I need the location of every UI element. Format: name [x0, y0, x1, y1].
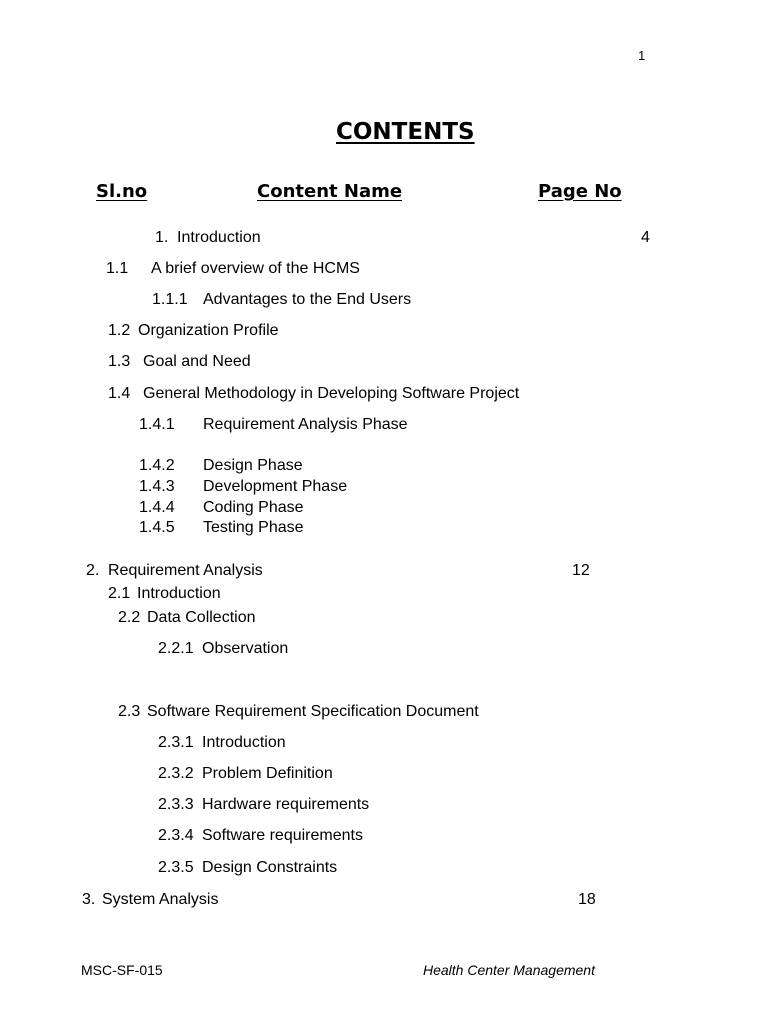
toc-entry-text: General Methodology in Developing Software Project	[143, 385, 520, 402]
toc-entry-number: 1.4.4	[139, 499, 175, 516]
toc-entry-number: 1.4.1	[139, 416, 175, 433]
toc-entry-page: 18	[578, 891, 596, 908]
toc-entry-text: Requirement Analysis	[108, 562, 263, 579]
toc-entry-number: 1.4.3	[139, 478, 175, 495]
toc-entry-number: 3.	[82, 891, 96, 908]
toc-entry-number: 1.3	[108, 353, 131, 370]
toc-entry-text: Problem Definition	[202, 765, 333, 782]
toc-entry-number: 2.3.5	[158, 859, 194, 876]
toc-entry-page: 4	[641, 229, 650, 246]
toc-entry-number: 1.	[155, 229, 169, 246]
footer-code: MSC-SF-015	[81, 962, 163, 978]
toc-entry-text: Coding Phase	[203, 499, 304, 516]
toc-entry-text: Software requirements	[202, 827, 363, 844]
toc-entry-number: 1.2	[108, 322, 131, 339]
page-title: CONTENTS	[336, 119, 475, 145]
toc-entry-number: 1.4	[108, 385, 131, 402]
toc-entry-number: 2.3.3	[158, 796, 194, 813]
toc-entry-number: 2.3.4	[158, 827, 194, 844]
toc-entry-text: Goal and Need	[143, 353, 251, 370]
toc-entry-text: Software Requirement Specification Document	[147, 703, 479, 720]
toc-entry-number: 2.2.1	[158, 640, 194, 657]
toc-entry-number: 2.1	[108, 585, 131, 602]
toc-entry-text: System Analysis	[102, 891, 219, 908]
toc-entry-number: 2.3	[118, 703, 141, 720]
toc-entry-number: 1.4.2	[139, 457, 175, 474]
toc-entry-page: 12	[572, 562, 590, 579]
toc-entry-text: A brief overview of the HCMS	[151, 260, 360, 277]
toc-entry-number: 2.2	[118, 609, 141, 626]
toc-entry-text: Advantages to the End Users	[203, 291, 412, 308]
toc-entry-number: 1.4.5	[139, 519, 175, 536]
toc-entry-text: Introduction	[177, 229, 261, 246]
toc-entry-text: Hardware requirements	[202, 796, 370, 813]
toc-entry-number: 2.3.2	[158, 765, 194, 782]
toc-entry-text: Design Constraints	[202, 859, 338, 876]
toc-entry-text: Introduction	[202, 734, 286, 751]
toc-entry-text: Design Phase	[203, 457, 303, 474]
toc-entry-number: 1.1.1	[152, 291, 188, 308]
toc-entry-number: 2.	[86, 562, 100, 579]
toc-entry-text: Data Collection	[147, 609, 256, 626]
footer-title: Health Center Management	[423, 962, 595, 978]
toc-entry-text: Testing Phase	[203, 519, 304, 536]
toc-entry-text: Organization Profile	[138, 322, 279, 339]
toc-entry-number: 2.3.1	[158, 734, 194, 751]
toc-entry-number: 1.1	[106, 260, 129, 277]
header-sl-no: Sl.no	[96, 181, 148, 202]
toc-entry-text: Requirement Analysis Phase	[203, 416, 408, 433]
toc-entry-text: Observation	[202, 640, 289, 657]
header-page-no: Page No	[538, 181, 622, 202]
toc-entry-text: Introduction	[137, 585, 221, 602]
page-number: 1	[638, 48, 646, 63]
header-content-name: Content Name	[257, 181, 403, 202]
toc-entry-text: Development Phase	[203, 478, 348, 495]
